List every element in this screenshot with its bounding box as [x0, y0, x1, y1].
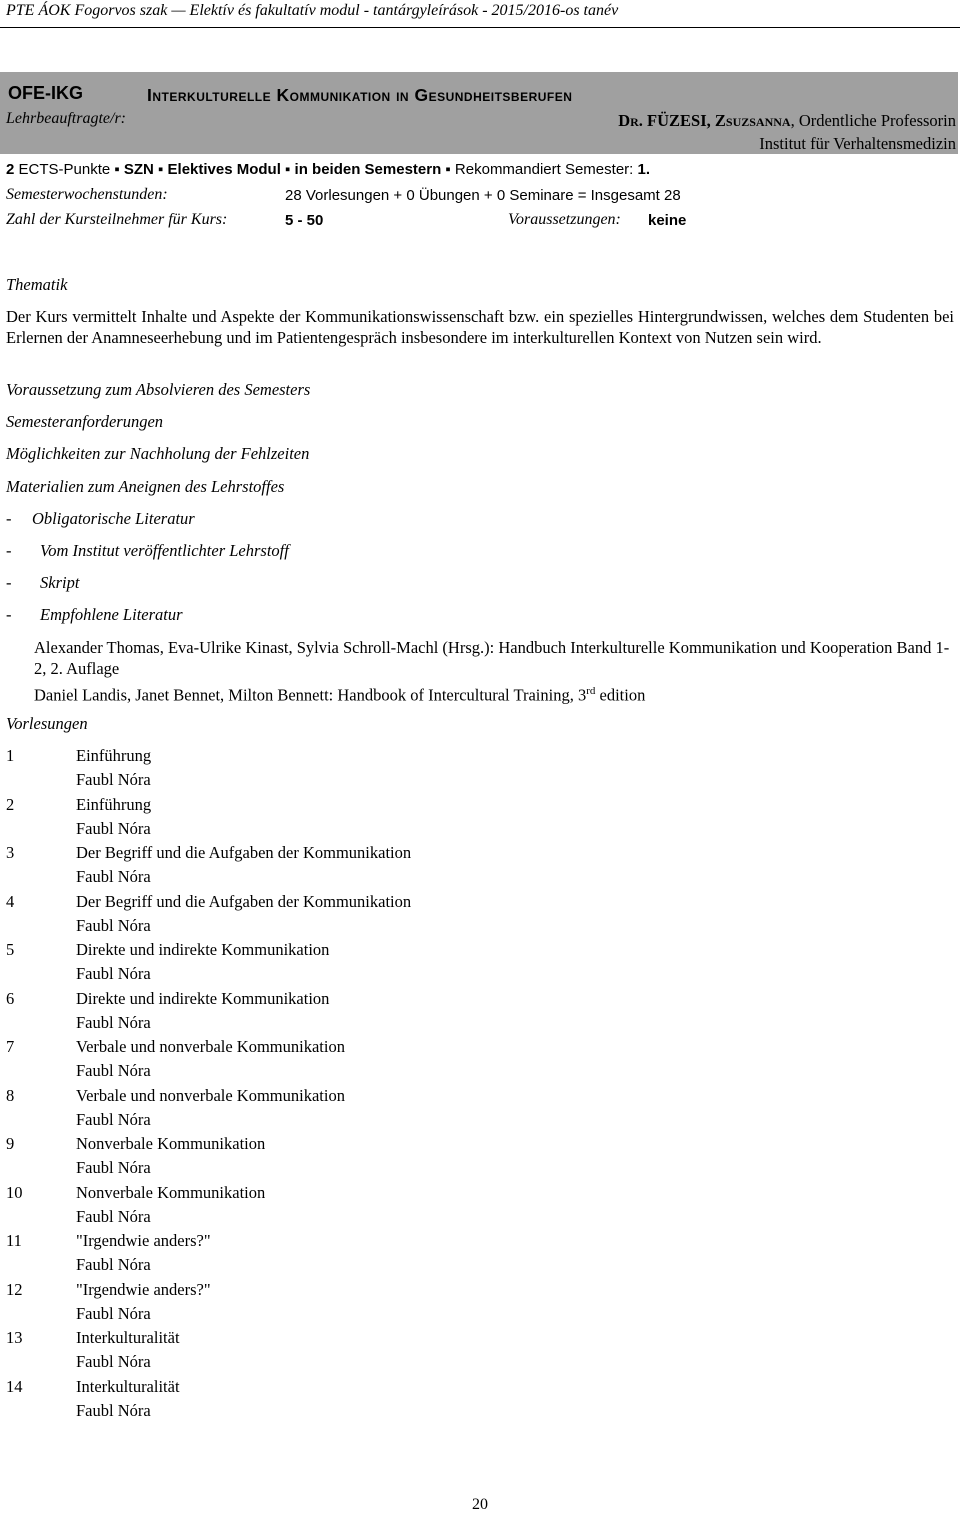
list-item: - Vom Institut veröffentlichter Lehrstoff [6, 541, 289, 560]
lecture-title: Verbale und nonverbale Kommunikation [76, 1037, 345, 1056]
lecture-title: Verbale und nonverbale Kommunikation [76, 1085, 345, 1105]
lecture-title: "Irgendwie anders?" [76, 1279, 211, 1299]
lecture-number: 6 [6, 988, 15, 1008]
participants-label: Zahl der Kursteilnehmer für Kurs: [6, 211, 228, 228]
lecture-number: 9 [6, 1134, 15, 1153]
section-nachholung: Möglichkeiten zur Nachholung der Fehlzeiten [6, 444, 310, 463]
lecture-lecturer: Faubl Nóra [76, 1206, 151, 1226]
reference-1: Alexander Thomas, Eva-Ulrike Kinast, Sylvia Schroll-Machl (Hrsg.): Handbuch Interkulturelle Kommunikation und Kooperation Band 1-2, 2. Auflage [34, 638, 950, 678]
lecture-number: 5 [6, 940, 15, 959]
lecture-title: Direkte und indirekte Kommunikation [76, 988, 330, 1008]
lecture-lecturer: Faubl Nóra [76, 1012, 151, 1032]
lecture-number: 12 [6, 1279, 23, 1299]
lecturer-name: Dr. FÜZESI, Zsuzsanna [618, 111, 791, 130]
sws-label: Semesterwochenstunden: [6, 186, 168, 203]
section-thematik: Thematik [6, 275, 68, 294]
lecture-lecturer: Faubl Nóra [76, 1352, 151, 1372]
running-header: PTE ÁOK Fogorvos szak — Elektív és fakultatív modul - tantárgyleírások - 2015/2016-os tanév [6, 2, 619, 19]
lecture-number: 14 [6, 1376, 23, 1396]
lecture-number: 13 [6, 1328, 23, 1347]
lecture-lecturer: Faubl Nóra [76, 818, 151, 838]
thematik-text: Der Kurs vermittelt Inhalte und Aspekte der Kommunikationswissenschaft bzw. ein spezielles Hintergrundwissen, welches dem Studenten bei Erlernen der Anamneseerhebung und im Patientengespräch insbesondere im interkulturellen Kontext von Nutzen sein wird. [6, 307, 954, 347]
lecture-number: 2 [6, 794, 15, 814]
lecture-title: Der Begriff und die Aufgaben der Kommunikation [76, 891, 412, 911]
section-vorlesungen: Vorlesungen [6, 714, 88, 733]
lecture-number: 11 [6, 1231, 22, 1250]
lecture-lecturer: Faubl Nóra [76, 770, 151, 790]
lecture-title: Einführung [76, 794, 152, 814]
course-title: Interkulturelle Kommunikation in Gesundheitsberufen [147, 85, 573, 105]
lecturer-label: Lehrbeauftragte/r: [6, 110, 126, 127]
lecture-lecturer: Faubl Nóra [76, 867, 151, 887]
list-item: - Empfohlene Literatur [6, 605, 183, 624]
lecturer-role: , Ordentliche Professorin [790, 111, 956, 130]
lecturer [618, 111, 956, 131]
ects-line: 2 ECTS-Punkte ▪ SZN ▪ Elektives Modul ▪ in beiden Semestern ▪ Rekommandiert Semester: 1. [6, 161, 651, 178]
lecture-title: Nonverbale Kommunikation [76, 1134, 266, 1153]
lecture-title: Nonverbale Kommunikation [76, 1182, 266, 1202]
lecture-number: 1 [6, 746, 15, 765]
lecture-title: Der Begriff und die Aufgaben der Kommunikation [76, 843, 412, 862]
section-materialien: Materialien zum Aneignen des Lehrstoffes [6, 477, 285, 496]
prereq-label: Voraussetzungen: [508, 211, 621, 228]
course-code: OFE-IKG [8, 83, 83, 103]
lecture-lecturer: Faubl Nóra [76, 1400, 151, 1420]
sws-value: 28 Vorlesungen + 0 Übungen + 0 Seminare = Insgesamt 28 [285, 187, 681, 204]
lecture-number: 10 [6, 1182, 23, 1202]
lecture-lecturer: Faubl Nóra [76, 1255, 151, 1275]
lecture-number: 7 [6, 1037, 15, 1056]
lecture-title: Einführung [76, 746, 152, 765]
list-item: - Obligatorische Literatur [6, 509, 195, 528]
list-item: - Skript [6, 573, 80, 592]
lecture-lecturer: Faubl Nóra [76, 964, 151, 984]
lecture-title: Interkulturalität [76, 1376, 180, 1396]
institute: Institut für Verhaltensmedizin [759, 134, 956, 153]
lecture-number: 3 [6, 843, 15, 862]
prereq-value: keine [648, 212, 687, 229]
lecture-lecturer: Faubl Nóra [76, 1109, 151, 1129]
page-number: 20 [472, 1496, 488, 1513]
lecture-number: 8 [6, 1085, 15, 1105]
lecture-lecturer: Faubl Nóra [76, 915, 151, 935]
lecture-title: Direkte und indirekte Kommunikation [76, 940, 330, 959]
lecture-number: 4 [6, 891, 15, 911]
section-anforderungen: Semesteranforderungen [6, 412, 164, 431]
lecture-lecturer: Faubl Nóra [76, 1061, 151, 1081]
section-voraussetzung: Voraussetzung zum Absolvieren des Semesters [6, 380, 311, 399]
header-rule [0, 27, 960, 28]
reference-2: Daniel Landis, Janet Bennet, Milton Bennett: Handbook of Intercultural Training, 3rd edition [34, 685, 646, 705]
lecture-title: "Irgendwie anders?" [76, 1231, 211, 1250]
participants-value: 5 - 50 [285, 212, 324, 229]
lecture-lecturer: Faubl Nóra [76, 1303, 151, 1323]
lecture-title: Interkulturalität [76, 1328, 180, 1347]
lecture-lecturer: Faubl Nóra [76, 1158, 151, 1178]
